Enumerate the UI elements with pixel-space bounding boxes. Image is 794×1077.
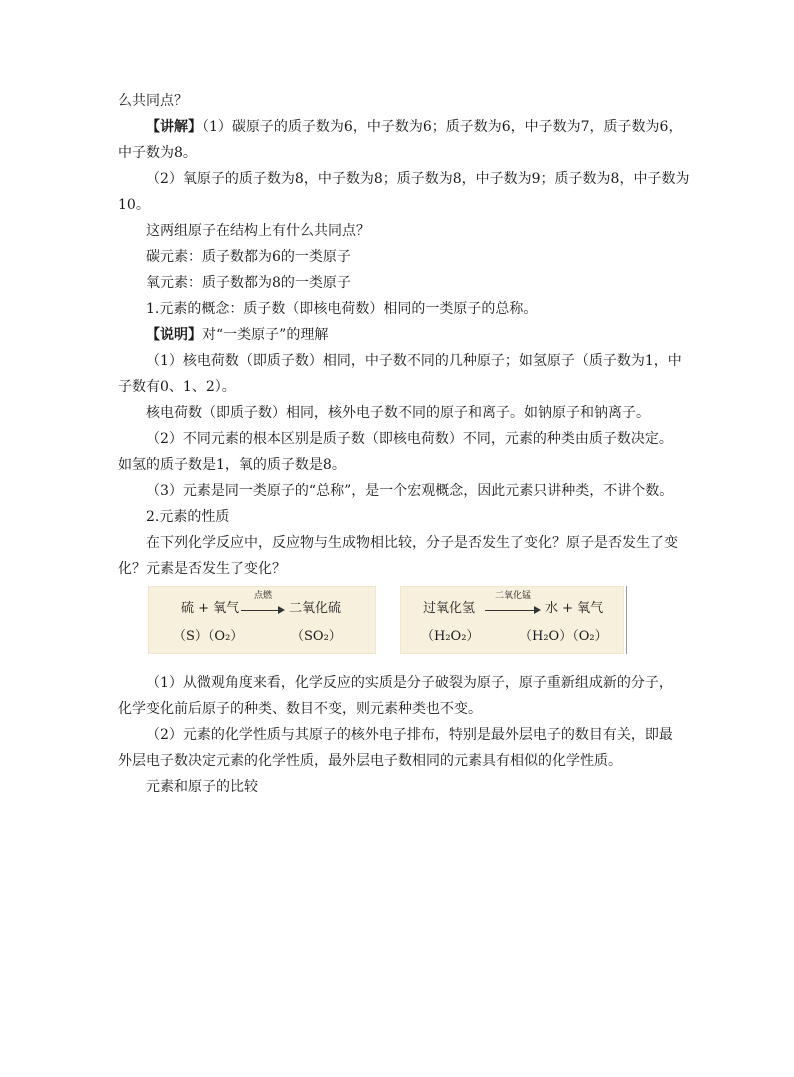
reaction-arrow (485, 591, 541, 619)
condition-text: 点燃 (253, 591, 272, 601)
reaction-arrow (241, 591, 285, 619)
text-line: 中子数为8。 (118, 145, 197, 161)
text-line: 么共同点？ (118, 93, 188, 109)
arrow-head-icon (278, 606, 285, 614)
text-line: （2）不同元素的根本区别是质子数（即核电荷数）不同，元素的种类由质子数决定。 (146, 431, 673, 447)
text-line: （3）元素是同一类原子的“总称”，是一个宏观概念，因此元素只讲种类，不讲个数。 (146, 483, 674, 499)
section-heading-comparison: 元素和原子的比较 (146, 779, 258, 795)
text-line: 化？元素是否发生了变化？ (118, 561, 286, 577)
text-line: 氧元素：质子数都为8的一类原子 (146, 275, 351, 291)
explanation-line (118, 114, 683, 140)
condition-text: 二氧化锰 (494, 591, 531, 601)
text-line: 化学变化前后原子的种类、数目不变，则元素种类也不变。 (118, 701, 482, 717)
text-line: 10。 (118, 197, 150, 213)
section-heading-element-properties: 2.元素的性质 (146, 509, 230, 525)
reaction-box-sulfur (148, 586, 376, 654)
note-line (118, 322, 678, 348)
label-jiangjie: 【讲解】 (146, 119, 202, 135)
text-line: （2）元素的化学性质与其原子的核外电子排布，特别是最外层电子的数目有关，即最 (146, 727, 673, 743)
text-line: 碳元素：质子数都为6的一类原子 (146, 249, 351, 265)
formula-products: （H₂O）（O₂） (519, 629, 608, 644)
arrow-head-icon (534, 606, 541, 614)
text-line: （2）氧原子的质子数为8，中子数为8；质子数为8，中子数为9；质子数为8，中子数为 (146, 171, 690, 187)
document-body (118, 88, 690, 800)
reactants-text: 硫 + 氧气 (181, 601, 240, 616)
text-line: 这两组原子在结构上有什么共同点？ (146, 223, 370, 239)
arrow-shaft (485, 610, 535, 611)
box-edge-divider (626, 586, 627, 654)
formula-reactant: （H₂O₂） (421, 629, 480, 644)
reaction-box-peroxide (400, 586, 624, 654)
products-text: 水 + 氧气 (545, 601, 604, 616)
text-line: 核电荷数（即质子数）相同，核外电子数不同的原子和离子。如钠原子和钠离子。 (146, 405, 650, 421)
text-line: （1）核电荷数（即质子数）相同，中子数不同的几种原子；如氢原子（质子数为1，中 (146, 353, 682, 369)
text-line: 外层电子数决定元素的化学性质，最外层电子数相同的元素具有相似的化学性质。 (118, 753, 622, 769)
text-line: 在下列化学反应中，反应物与生成物相比较，分子是否发生了变化？原子是否发生了变 (146, 535, 678, 551)
formula-reactants: （S）（O₂） (173, 629, 244, 644)
product-text: 二氧化硫 (289, 601, 342, 616)
reactant-text: 过氧化氢 (423, 601, 476, 616)
label-shuoming: 【说明】 (146, 327, 202, 343)
text-line: 子数有0、1、2）。 (118, 379, 236, 395)
formula-product: （SO₂） (291, 629, 342, 644)
text-line: 如氢的质子数是1，氧的质子数是8。 (118, 457, 346, 473)
arrow-shaft (241, 610, 279, 611)
section-heading-element-concept: 1.元素的概念：质子数（即核电荷数）相同的一类原子的总称。 (146, 301, 538, 317)
text-span: （1）碳原子的质子数为6，中子数为6；质子数为6，中子数为7，质子数为6， (202, 119, 683, 135)
reaction-equations (148, 586, 678, 662)
text-span: 对“一类原子”的理解 (202, 327, 329, 343)
text-line: （1）从微观角度来看，化学反应的实质是分子破裂为原子，原子重新组成新的分子， (146, 675, 673, 691)
